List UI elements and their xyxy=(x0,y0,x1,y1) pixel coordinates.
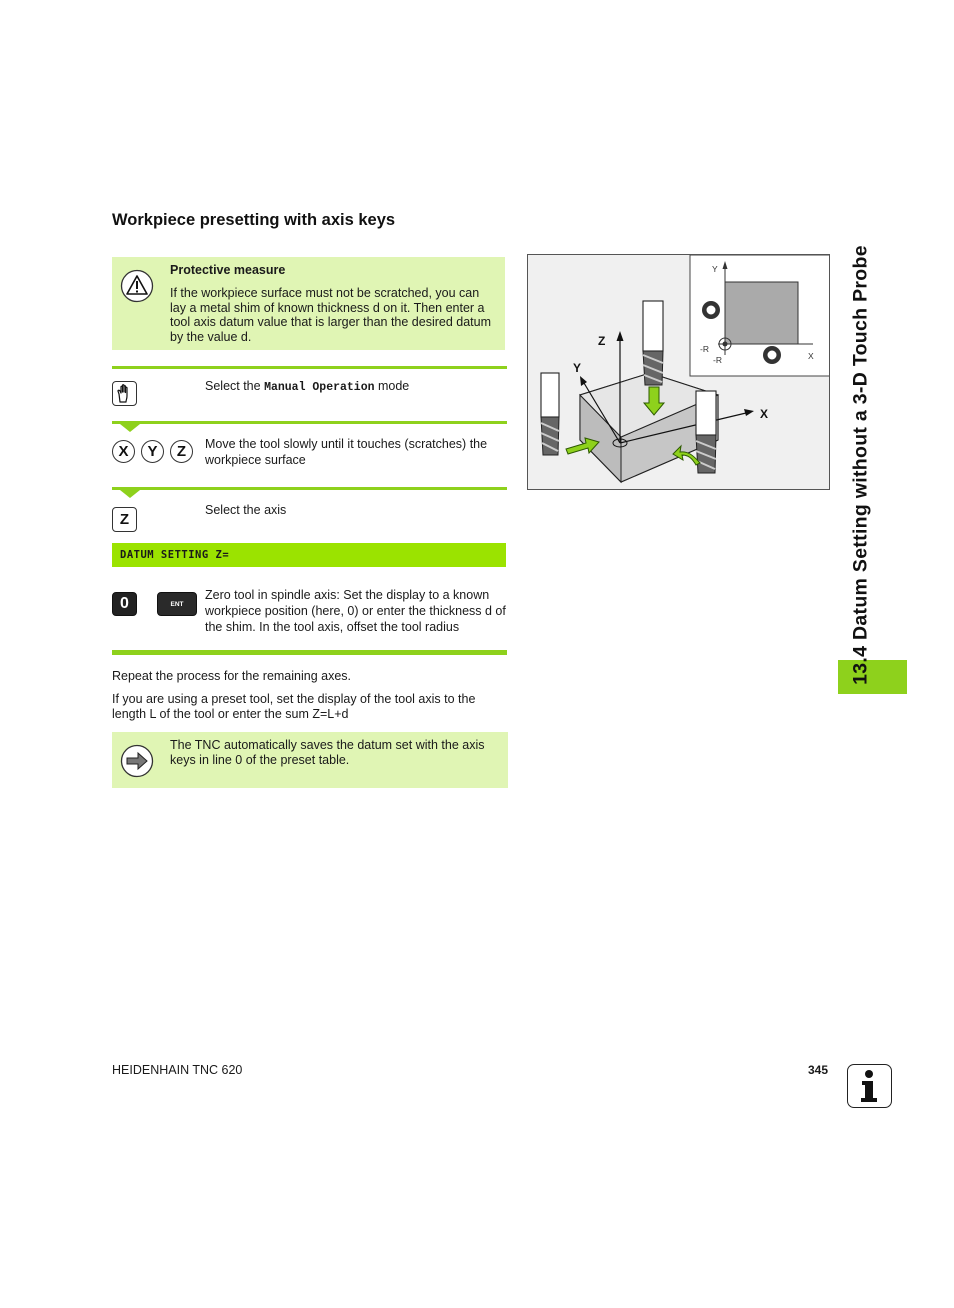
info-text: The TNC automatically saves the datum set with the axis keys in line 0 of the preset table. xyxy=(170,738,485,767)
info-note xyxy=(112,732,508,788)
inset-y-label: Y xyxy=(712,264,718,274)
y-axis-label: Y xyxy=(573,361,582,375)
step-2-text: Move the tool slowly until it touches (scratches) the workpiece surface xyxy=(205,437,488,467)
datum-setting-dialog xyxy=(112,543,506,567)
caution-text: If the workpiece surface must not be scratched, you can lay a metal shim of known thickness d on it. Then enter a tool axis datum value that is larger than the desired datum by the value d. xyxy=(170,286,492,344)
step-1-text: Select the Manual Operation mode xyxy=(205,379,410,394)
caution-note xyxy=(112,257,505,350)
paragraph-repeat: Repeat the process for the remaining axes. xyxy=(112,669,352,683)
paragraph-preset-tool: If you are using a preset tool, set the display of the tool axis to the length L of the tool or enter the sum Z=L+d xyxy=(112,692,476,721)
inset-x-label: X xyxy=(808,351,814,361)
inset-minus-r-left: -R xyxy=(700,344,709,354)
step-arrow xyxy=(120,424,140,432)
step-divider xyxy=(112,421,507,424)
arrow-right-icon xyxy=(120,744,154,778)
page-number: 345 xyxy=(808,1063,829,1077)
workpiece-diagram xyxy=(528,255,829,489)
footer-product: HEIDENHAIN TNC 620 xyxy=(112,1063,243,1077)
chapter-side-title: 13.4 Datum Setting without a 3-D Touch Probe xyxy=(849,245,871,685)
datum-setting-illustration xyxy=(527,254,830,490)
z-axis-key[interactable]: Z xyxy=(170,440,193,463)
z-select-key[interactable]: Z xyxy=(112,507,137,532)
y-axis-key[interactable]: Y xyxy=(141,440,164,463)
steps-end-divider xyxy=(112,650,507,655)
step-4-text: Zero tool in spindle axis: Set the display to a known workpiece position (here, 0) or enter the thickness d of the shim. In the tool axis, offset the tool radius xyxy=(205,588,506,634)
step-3-text: Select the axis xyxy=(205,503,287,517)
x-axis-key[interactable]: X xyxy=(112,440,135,463)
step-divider xyxy=(112,487,507,490)
ent-key[interactable]: ENT xyxy=(157,592,197,616)
info-icon xyxy=(847,1064,892,1108)
x-axis-label: X xyxy=(760,407,769,421)
caution-title: Protective measure xyxy=(170,263,286,277)
section-heading: Workpiece presetting with axis keys xyxy=(112,211,396,229)
step-divider xyxy=(112,366,507,369)
datum-setting-label: DATUM SETTING Z= xyxy=(120,549,230,561)
inset-minus-r-bottom: -R xyxy=(713,355,722,365)
hand-icon xyxy=(116,384,133,403)
step-arrow xyxy=(120,490,140,498)
zero-key[interactable]: 0 xyxy=(112,592,137,616)
manual-operation-key[interactable] xyxy=(112,381,137,406)
z-axis-label: Z xyxy=(598,334,606,348)
side-title-container xyxy=(838,213,878,718)
warning-icon xyxy=(120,269,154,303)
